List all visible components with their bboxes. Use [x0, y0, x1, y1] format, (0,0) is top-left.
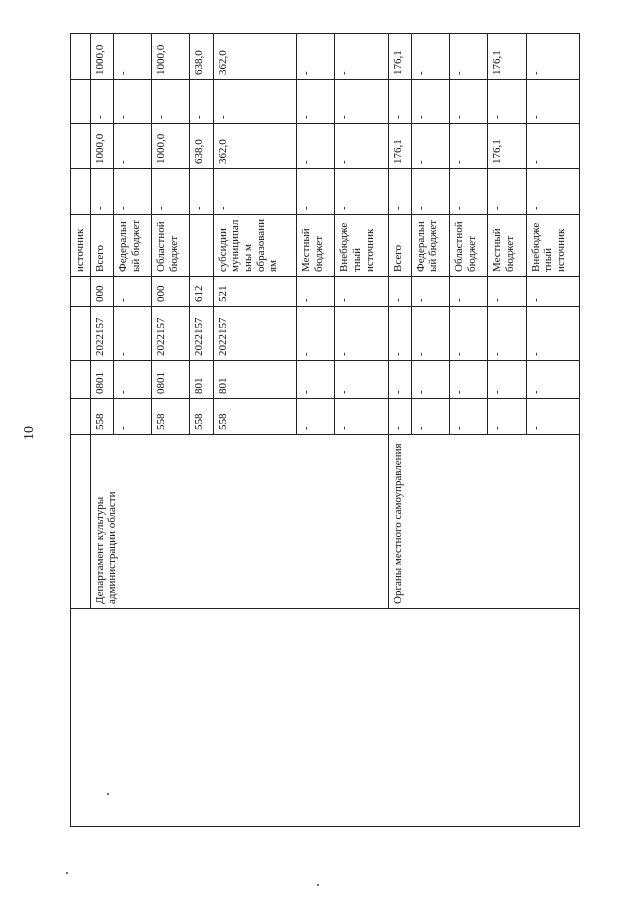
- table-row: - - - - Внебюджетный источник - - - -: [526, 34, 579, 827]
- table-row: 558 801 2022157 521 субсидии муниципальны м образованиям - 362,0 - 362,0: [213, 34, 296, 827]
- scan-speck: [317, 884, 319, 886]
- page-number: 10: [22, 426, 37, 440]
- table-row: - - - - Федеральный бюджет - - - -: [411, 34, 449, 827]
- scan-speck: [66, 872, 68, 874]
- table-row: - - - - Местный бюджет - - - -: [297, 34, 335, 827]
- table-row: 558 801 2022157 612 - 638,0 - 638,0: [190, 34, 213, 827]
- table-row: - - - - Внебюджетный источник - - - -: [335, 34, 388, 827]
- table-row: Органы местного самоуправления - - - - Всего - 176,1 - 176,1: [388, 34, 411, 827]
- rotated-page: [70, 34, 580, 827]
- header-source: источник: [71, 215, 91, 277]
- local-name: Органы местного самоуправления: [388, 435, 579, 609]
- table-row: 558 0801 2022157 000 Областной бюджет - 1000,0 - 1000,0: [152, 34, 190, 827]
- empty-left-cell: [71, 609, 580, 827]
- budget-table: [70, 33, 580, 827]
- scan-speck: [107, 793, 109, 795]
- dept-name: Департамент культуры администрации области: [90, 435, 388, 609]
- table-row: - - - - Областной бюджет - - - -: [450, 34, 488, 827]
- table-row: Департамент культуры администрации области 558 0801 2022157 000 Всего - 1000,0 - 1000,0: [90, 34, 113, 827]
- header-blank: [71, 435, 91, 609]
- table-row: - - - - Местный бюджет - 176,1 - 176,1: [488, 34, 526, 827]
- table-header-row: [71, 34, 91, 827]
- table-row: - - - - Федеральный бюджет - - - -: [113, 34, 151, 827]
